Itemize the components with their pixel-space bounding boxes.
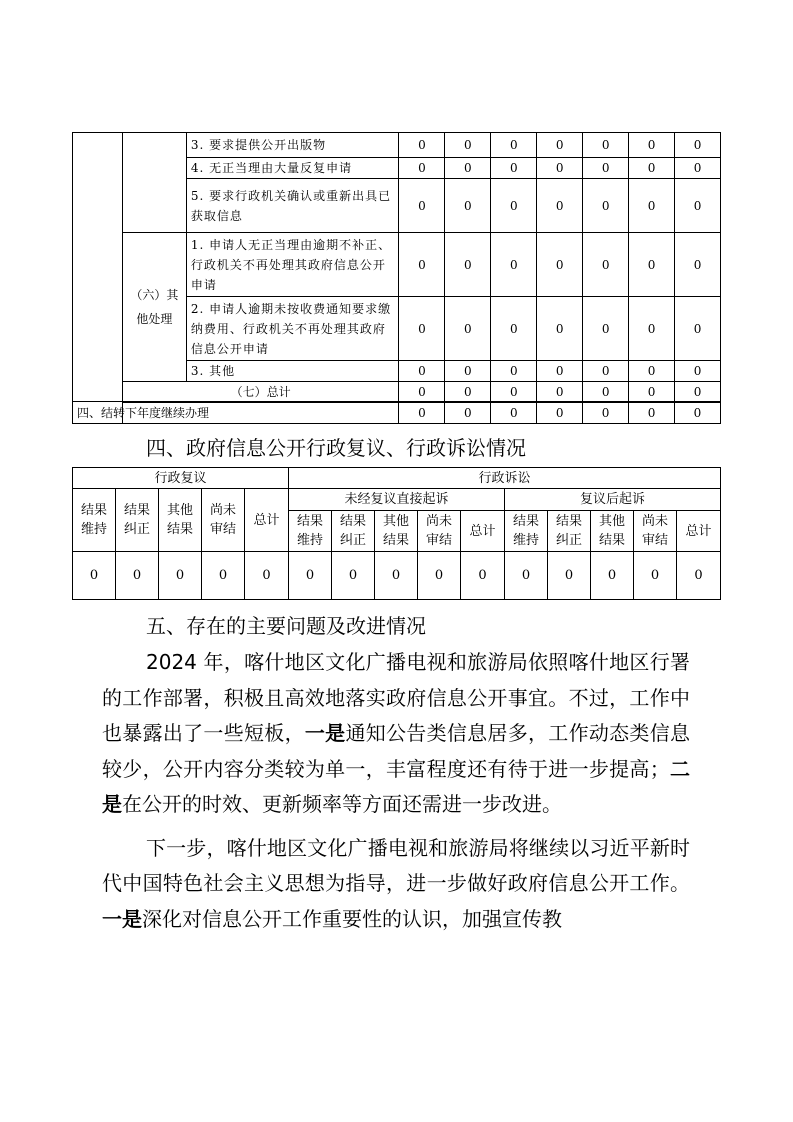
litigation-header: 行政诉讼 [289, 468, 721, 489]
table-row: 5. 要求行政机关确认或重新出具已获取信息 0 0 0 0 0 0 0 [73, 179, 721, 233]
table-row: 3. 其他 0 0 0 0 0 0 0 [73, 361, 721, 382]
row-label: 3. 要求提供公开出版物 [186, 133, 399, 158]
paragraph-one: 2024 年，喀什地区文化广播电视和旅游局依照喀什地区行署的工作部署，积极且高效地落实政府信息公开事宜。不过，工作中也暴露出了一些短板，一是通知公告类信息居多，工作动态类信息较少，公开内容分类较为单一，丰富程度还有待于进一步提高；二是在公开的时效、更新频率等方面还需进一步改进。 [102, 650, 691, 816]
section-four-heading: 四、政府信息公开行政复议、行政诉讼情况 [146, 436, 526, 460]
direct-litigation-header: 未经复议直接起诉 [289, 489, 505, 511]
disposition-table [72, 132, 721, 424]
group-six-label: （六）其他处理 [122, 233, 186, 382]
row-label: 3. 其他 [186, 361, 399, 382]
table-row: 4. 无正当理由大量反复申请 0 0 0 0 0 0 0 [73, 158, 721, 179]
row-label: 5. 要求行政机关确认或重新出具已获取信息 [186, 179, 399, 233]
carryover-table [72, 401, 721, 424]
after-review-header: 复议后起诉 [505, 489, 721, 511]
row-label: 4. 无正当理由大量反复申请 [186, 158, 399, 179]
row-label: 2. 申请人逾期未按收费通知要求缴纳费用、行政机关不再处理其政府信息公开申请 [186, 297, 399, 361]
table-row: 3. 要求提供公开出版物 0 0 0 0 0 0 0 [73, 133, 721, 158]
review-header: 行政复议 [73, 468, 289, 489]
table-row: 四、结转下年度继续办理 0 0 0 0 0 0 0 [73, 402, 721, 424]
section-five-heading: 五、存在的主要问题及改进情况 [146, 614, 426, 638]
row-label: 1. 申请人无正当理由逾期不补正、行政机关不再处理其政府信息公开申请 [186, 233, 399, 297]
body-text [102, 645, 690, 937]
paragraph-two: 下一步，喀什地区文化广播电视和旅游局将继续以习近平新时代中国特色社会主义思想为指导，进一步做好政府信息公开工作。一是深化对信息公开工作重要性的认识，加强宣传教 [102, 835, 690, 931]
total-label: （七）总计 [122, 382, 399, 403]
total-row: （七）总计 0 0 0 0 0 0 0 [73, 382, 721, 403]
table-row: 2. 申请人逾期未按收费通知要求缴纳费用、行政机关不再处理其政府信息公开申请 0 0 0 0 0 0 0 [73, 297, 721, 361]
review-litigation-table: 行政复议 行政诉讼 结果维持 结果纠正 其他结果 尚未审结 总计 未经复议直接起诉 复议后起诉 结果维持 结果纠正 其他结果 尚未审结 总计 结果维持 结果纠正 其他结果 尚未审结 总计 0 0 0 0 0 0 0 0 0 0 0 0 0 0 0 [72, 467, 721, 600]
carryover-label: 四、结转下年度继续办理 [73, 402, 399, 424]
table-row: 0 0 0 0 0 0 0 0 0 0 0 0 0 0 0 [73, 552, 721, 600]
table-row: （六）其他处理 1. 申请人无正当理由逾期不补正、行政机关不再处理其政府信息公开申请 0 0 0 0 0 0 0 [73, 233, 721, 297]
